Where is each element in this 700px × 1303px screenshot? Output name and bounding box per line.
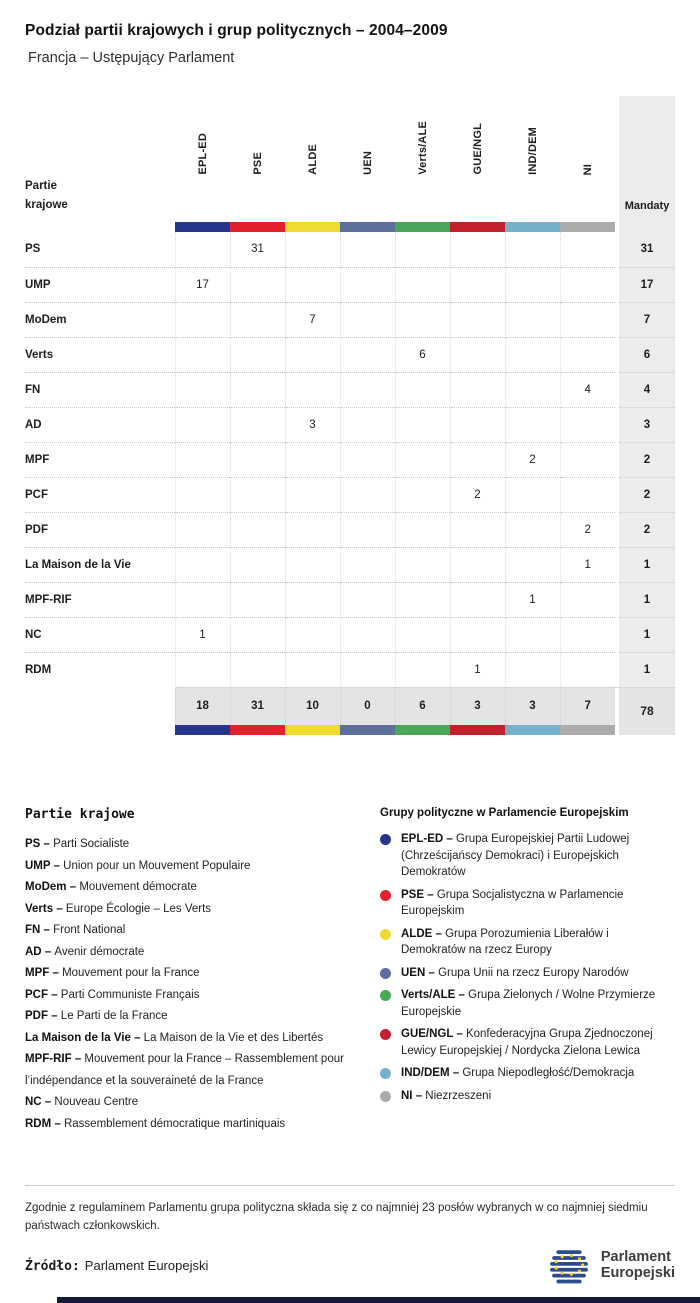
seat-cell: 4 — [560, 372, 615, 407]
source-label: Źródło: — [25, 1259, 80, 1274]
color-bar-row — [25, 222, 675, 232]
seat-cell — [450, 302, 505, 337]
column-header: PSE — [251, 152, 264, 175]
party-legend-item: UMP – Union pour un Mouvement Populaire — [25, 859, 251, 872]
seat-cell — [560, 617, 615, 652]
party-name: FN — [25, 372, 175, 407]
seat-cell — [505, 337, 560, 372]
party-name: PCF — [25, 477, 175, 512]
seat-cell: 2 — [560, 512, 615, 547]
seat-cell — [450, 267, 505, 302]
footnote: Zgodnie z regulaminem Parlamentu grupa polityczna składa się z co najmniej 23 posłów wybranych w co najmniej siedmiu państwach członkowskich. — [25, 1185, 675, 1236]
legend-section — [25, 807, 675, 1135]
column-header: UEN — [361, 151, 374, 175]
party-legend-item: FN – Front National — [25, 924, 126, 936]
seat-cell — [395, 232, 450, 267]
column-header: NI — [581, 163, 594, 175]
source — [25, 1258, 208, 1274]
seat-cell — [230, 582, 285, 617]
seat-cell — [285, 512, 340, 547]
legend-groups — [380, 807, 675, 1135]
party-legend-item: La Maison de la Vie – La Maison de la Vie et des Libertés — [25, 1031, 324, 1044]
seat-cell — [450, 617, 505, 652]
seat-cell — [340, 582, 395, 617]
party-legend-list — [25, 834, 380, 1135]
group-color-bar — [505, 222, 560, 232]
party-legend-item: Verts – Europe Écologie – Les Verts — [25, 902, 212, 915]
seat-cell — [395, 267, 450, 302]
seat-cell — [395, 407, 450, 442]
party-name: RDM — [25, 652, 175, 687]
seat-cell — [340, 652, 395, 687]
seat-cell — [340, 617, 395, 652]
table-row — [25, 547, 675, 582]
party-seats-total: 2 — [619, 477, 675, 512]
seat-cell — [560, 337, 615, 372]
seat-cell — [340, 372, 395, 407]
table-row — [25, 617, 675, 652]
group-legend-item: PSE – Grupa Socjalistyczna w Parlamencie Europejskim — [380, 887, 675, 920]
seat-cell — [175, 407, 230, 442]
seat-cell — [560, 442, 615, 477]
column-header: EPL-ED — [196, 133, 209, 175]
party-seats-total: 7 — [619, 302, 675, 337]
group-color-bar — [450, 725, 505, 735]
seat-cell: 1 — [560, 547, 615, 582]
seat-cell — [175, 372, 230, 407]
group-color-dot — [380, 890, 391, 901]
seat-cell: 2 — [450, 477, 505, 512]
seat-cell — [340, 302, 395, 337]
group-color-bar — [450, 222, 505, 232]
column-header: ALDE — [306, 144, 319, 175]
group-color-bar — [230, 725, 285, 735]
seat-cell — [560, 582, 615, 617]
seat-cell — [285, 582, 340, 617]
seat-cell — [395, 372, 450, 407]
seat-cell — [175, 582, 230, 617]
seat-cell — [450, 372, 505, 407]
group-color-bar — [560, 725, 615, 735]
seat-cell — [505, 232, 560, 267]
party-name: UMP — [25, 267, 175, 302]
seat-cell — [450, 582, 505, 617]
group-color-bar — [340, 222, 395, 232]
ep-logo-icon — [546, 1245, 592, 1287]
seats-header: Mandaty — [619, 96, 675, 222]
seat-cell — [230, 337, 285, 372]
column-header: GUE/NGL — [471, 123, 484, 175]
group-total: 7 — [560, 687, 615, 725]
seat-cell — [230, 547, 285, 582]
group-color-bar — [340, 725, 395, 735]
table-row — [25, 652, 675, 687]
seat-cell — [560, 652, 615, 687]
seat-cell — [450, 232, 505, 267]
party-name: NC — [25, 617, 175, 652]
grand-total: 78 — [619, 687, 675, 735]
party-name: PS — [25, 243, 41, 256]
group-color-dot — [380, 1068, 391, 1079]
party-name: Verts — [25, 337, 175, 372]
seat-cell: 1 — [505, 582, 560, 617]
seat-cell — [230, 512, 285, 547]
seat-cell — [230, 442, 285, 477]
group-color-dot — [380, 834, 391, 845]
seat-cell — [340, 232, 395, 267]
seat-cell — [450, 442, 505, 477]
seat-cell — [230, 477, 285, 512]
group-total: 3 — [505, 687, 560, 725]
legend-parties — [25, 807, 380, 1135]
group-total: 31 — [230, 687, 285, 725]
seat-cell — [230, 652, 285, 687]
seat-cell — [285, 477, 340, 512]
party-seats-total: 1 — [619, 652, 675, 687]
group-color-bar — [395, 725, 450, 735]
seat-cell: 7 — [285, 302, 340, 337]
seat-cell — [175, 652, 230, 687]
seat-cell: 3 — [285, 407, 340, 442]
seat-cell — [450, 512, 505, 547]
table-row — [25, 512, 675, 547]
table-header-row — [25, 96, 675, 222]
table-row — [25, 337, 675, 372]
seat-cell — [505, 302, 560, 337]
seat-cell — [285, 442, 340, 477]
seat-cell — [230, 372, 285, 407]
seat-cell: 1 — [450, 652, 505, 687]
seat-cell: 31 — [230, 232, 285, 267]
party-seats-total: 1 — [619, 547, 675, 582]
group-total: 3 — [450, 687, 505, 725]
legend-parties-title: Partie krajowe — [25, 807, 135, 822]
seat-cell — [505, 407, 560, 442]
seat-cell — [505, 267, 560, 302]
seat-cell — [505, 477, 560, 512]
seat-cell — [560, 267, 615, 302]
party-legend-item: MPF-RIF – Mouvement pour la France – Rassemblement pour l’indépendance et la souveraineté de la France — [25, 1053, 344, 1087]
party-seats-total: 1 — [619, 582, 675, 617]
seat-cell — [340, 442, 395, 477]
party-legend-item: MoDem – Mouvement démocrate — [25, 881, 197, 893]
seats-table — [25, 96, 675, 735]
party-legend-item: PS – Parti Socialiste — [25, 838, 130, 850]
seat-cell — [285, 372, 340, 407]
seat-cell — [560, 232, 615, 267]
group-legend-item: UEN – Grupa Unii na rzecz Europy Narodów — [380, 965, 675, 982]
seat-cell — [175, 512, 230, 547]
seat-cell — [285, 337, 340, 372]
seat-cell — [230, 302, 285, 337]
party-seats-total: 3 — [619, 407, 675, 442]
group-legend-item: IND/DEM – Grupa Niepodległość/Demokracja — [380, 1065, 675, 1082]
party-legend-item: MPF – Mouvement pour la France — [25, 967, 200, 979]
seat-cell — [395, 512, 450, 547]
seat-cell: 1 — [175, 617, 230, 652]
seat-cell — [340, 337, 395, 372]
seat-cell — [395, 617, 450, 652]
group-total: 0 — [340, 687, 395, 725]
seat-cell: 17 — [175, 267, 230, 302]
group-color-bar — [395, 222, 450, 232]
source-row — [25, 1245, 675, 1287]
group-color-bar — [175, 725, 230, 735]
group-legend-item: GUE/NGL – Konfederacyjna Grupa Zjednoczonej Lewicy Europejskiej / Nordycka Zielona Lewica — [380, 1026, 675, 1059]
group-color-bar — [230, 222, 285, 232]
party-name: MoDem — [25, 302, 175, 337]
group-legend-list — [380, 831, 675, 1104]
source-text: Parlament Europejski — [84, 1258, 209, 1273]
party-seats-total: 6 — [619, 337, 675, 372]
group-total: 18 — [175, 687, 230, 725]
seat-cell — [340, 267, 395, 302]
seat-cell — [175, 232, 230, 267]
group-color-dot — [380, 1029, 391, 1040]
party-name: MPF — [25, 442, 175, 477]
seat-cell — [505, 652, 560, 687]
group-total: 6 — [395, 687, 450, 725]
column-header: Verts/ALE — [416, 121, 429, 175]
table-row — [25, 372, 675, 407]
party-name: MPF-RIF — [25, 582, 175, 617]
group-color-bar — [285, 725, 340, 735]
seat-cell — [395, 582, 450, 617]
party-legend-item: PCF – Parti Communiste Français — [25, 988, 200, 1001]
group-legend-item: Verts/ALE – Grupa Zielonych / Wolne Przymierze Europejskie — [380, 987, 675, 1020]
seat-cell — [285, 267, 340, 302]
table-row — [25, 442, 675, 477]
seat-cell — [505, 372, 560, 407]
seat-cell — [175, 547, 230, 582]
group-color-dot — [380, 968, 391, 979]
row-header-label: Partie krajowe — [25, 180, 68, 211]
seat-cell — [285, 617, 340, 652]
page-subtitle: Francja – Ustępujący Parlament — [28, 50, 235, 66]
seat-cell — [560, 302, 615, 337]
seat-cell — [175, 477, 230, 512]
party-legend-item: NC – Nouveau Centre — [25, 1096, 139, 1108]
seat-cell — [505, 547, 560, 582]
party-name: PDF — [25, 512, 175, 547]
group-color-dot — [380, 990, 391, 1001]
party-legend-item: PDF – Le Parti de la France — [25, 1010, 168, 1022]
seat-cell — [285, 547, 340, 582]
seat-cell — [175, 302, 230, 337]
seat-cell — [340, 512, 395, 547]
party-seats-total: 1 — [619, 617, 675, 652]
seat-cell — [450, 547, 505, 582]
seat-cell — [450, 407, 505, 442]
seat-cell — [395, 442, 450, 477]
group-color-bar — [285, 222, 340, 232]
party-name: La Maison de la Vie — [25, 547, 175, 582]
seat-cell — [175, 337, 230, 372]
seat-cell — [395, 477, 450, 512]
table-row — [25, 302, 675, 337]
seat-cell: 6 — [395, 337, 450, 372]
group-color-bar — [505, 725, 560, 735]
table-row — [25, 232, 675, 267]
party-seats-total: 4 — [619, 372, 675, 407]
group-legend-item: EPL-ED – Grupa Europejskiej Partii Ludowej (Chrześcijańscy Demokraci) i Europejskich Demokratów — [380, 831, 675, 881]
seat-cell: 2 — [505, 442, 560, 477]
table-row — [25, 407, 675, 442]
seat-cell — [230, 407, 285, 442]
seat-cell — [395, 547, 450, 582]
group-total: 10 — [285, 687, 340, 725]
legend-groups-title: Grupy polityczne w Parlamencie Europejskim — [380, 807, 629, 819]
party-seats-total: 2 — [619, 512, 675, 547]
seat-cell — [450, 337, 505, 372]
seat-cell — [395, 302, 450, 337]
seat-cell — [560, 477, 615, 512]
ep-logo — [546, 1245, 675, 1287]
group-color-bar — [560, 222, 615, 232]
group-color-dot — [380, 1091, 391, 1102]
color-bar-row-bottom — [25, 725, 675, 735]
party-seats-total: 31 — [619, 232, 675, 267]
group-color-dot — [380, 929, 391, 940]
seat-cell — [285, 652, 340, 687]
seat-cell — [560, 407, 615, 442]
group-legend-item: NI – Niezrzeszeni — [380, 1088, 675, 1105]
seat-cell — [340, 407, 395, 442]
seat-cell — [340, 547, 395, 582]
party-seats-total: 17 — [619, 267, 675, 302]
party-name: AD — [25, 407, 175, 442]
seat-cell — [505, 617, 560, 652]
seat-cell — [340, 477, 395, 512]
bottom-bar — [57, 1297, 700, 1303]
seat-cell — [505, 512, 560, 547]
ep-logo-text: Parlament Europejski — [600, 1249, 675, 1281]
table-row — [25, 267, 675, 302]
party-legend-item: AD – Avenir démocrate — [25, 945, 145, 958]
seat-cell — [285, 232, 340, 267]
group-color-bar — [175, 222, 230, 232]
totals-row — [25, 687, 675, 725]
party-legend-item: RDM – Rassemblement démocratique martiniquais — [25, 1117, 286, 1130]
party-seats-total: 2 — [619, 442, 675, 477]
seat-cell — [175, 442, 230, 477]
group-legend-item: ALDE – Grupa Porozumienia Liberałów i Demokratów na rzecz Europy — [380, 926, 675, 959]
seat-cell — [395, 652, 450, 687]
seat-cell — [230, 267, 285, 302]
seat-cell — [230, 617, 285, 652]
column-header: IND/DEM — [526, 127, 539, 175]
page-title: Podział partii krajowych i grup politycznych – 2004–2009 — [25, 22, 448, 39]
table-row — [25, 477, 675, 512]
table-row — [25, 582, 675, 617]
